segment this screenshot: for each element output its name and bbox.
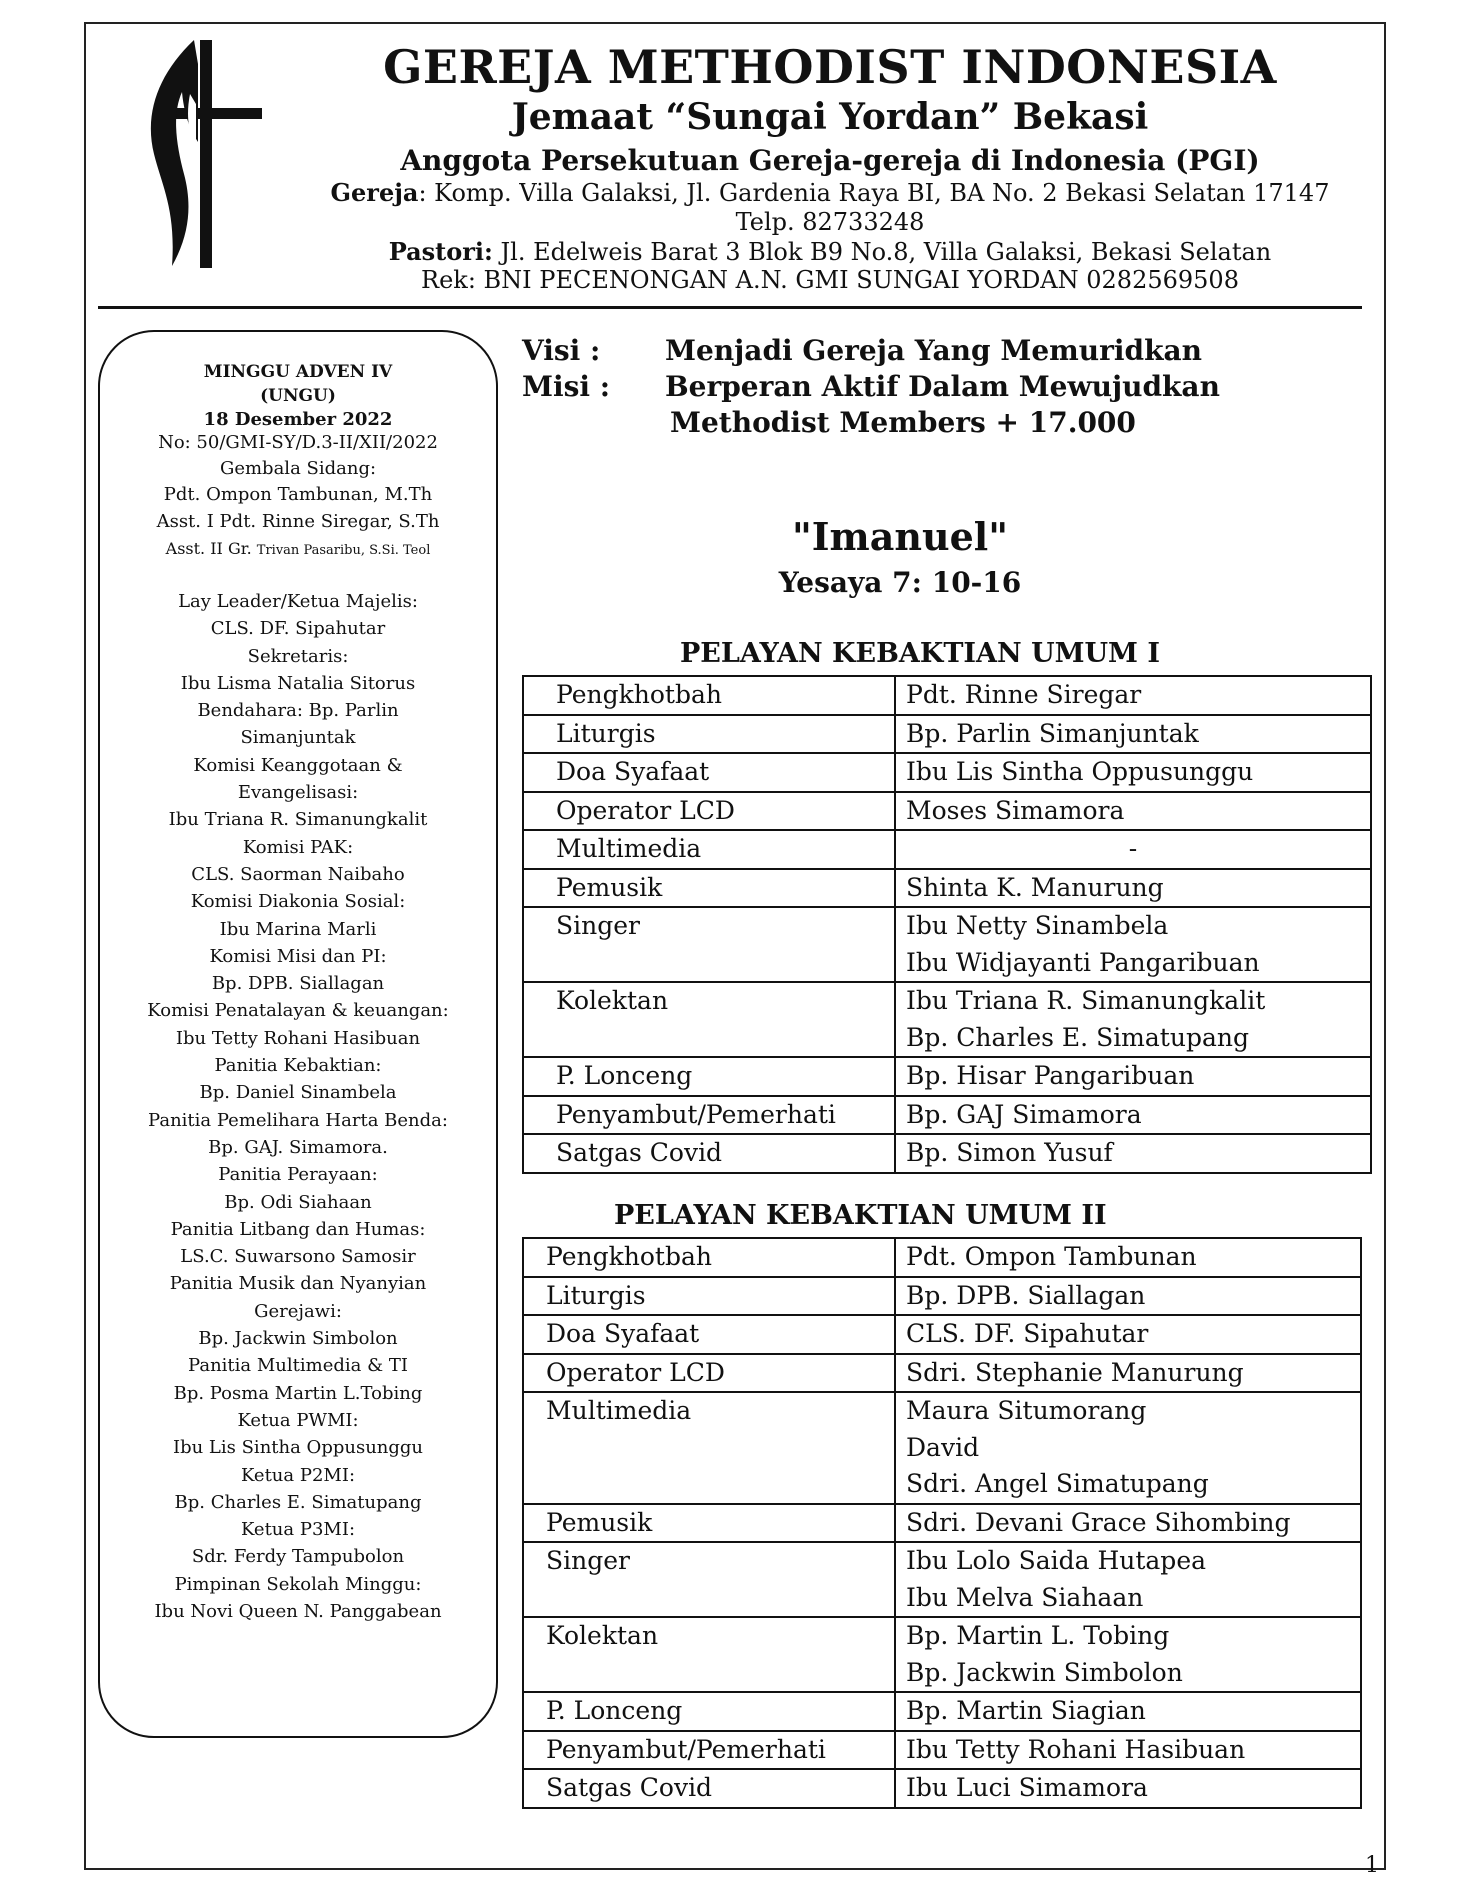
- church-label: Gereja: [330, 178, 419, 207]
- leadership-line: Bp. Jackwin Simbolon: [198, 1328, 398, 1350]
- role-cell: Pengkhotbah: [523, 1238, 895, 1277]
- service-2-title: PELAYAN KEBAKTIAN UMUM II: [614, 1200, 1107, 1231]
- leadership-line: Komisi Diakonia Sosial:: [190, 891, 406, 913]
- parsonage-address-text: Jl. Edelweis Barat 3 Blok B9 No.8, Villa Galaksi, Bekasi Selatan: [492, 238, 1272, 266]
- leadership-line: Sdr. Ferdy Tampubolon: [191, 1546, 405, 1568]
- table-row: [523, 1504, 1361, 1543]
- service-2-table: [522, 1237, 1362, 1809]
- servant-name: Maura Situmorang: [906, 1396, 1147, 1425]
- leadership-line: Bp. Posma Martin L.Tobing: [173, 1382, 423, 1404]
- servant-name: CLS. DF. Sipahutar: [906, 1319, 1149, 1348]
- leadership-line: Ketua P2MI:: [240, 1464, 356, 1486]
- header-divider: [98, 306, 1362, 309]
- servant-name: Pdt. Rinne Siregar: [906, 680, 1142, 709]
- leadership-line: Pimpinan Sekolah Minggu:: [174, 1573, 422, 1595]
- name-cell: [895, 1769, 1361, 1808]
- assistant-2-prefix: Asst. II Gr.: [165, 539, 257, 558]
- mission-text: Berperan Aktif Dalam Mewujudkan: [665, 370, 1220, 403]
- role-cell: Operator LCD: [523, 1354, 895, 1393]
- sermon-theme: "Imanuel": [791, 514, 1009, 559]
- pastor-label: Gembala Sidang:: [219, 458, 377, 479]
- servant-name: Ibu Tetty Rohani Hasibuan: [906, 1734, 1246, 1764]
- role-cell: Penyambut/Pemerhati: [523, 1731, 895, 1770]
- servant-name: Ibu Lolo Saida Hutapea: [906, 1546, 1207, 1575]
- role-cell: Liturgis: [523, 715, 895, 754]
- table-row: [523, 869, 1371, 908]
- cross-and-flame-logo: [132, 34, 270, 274]
- servant-name: Bp. Martin L. Tobing: [906, 1621, 1170, 1650]
- leadership-line: Komisi PAK:: [242, 836, 354, 858]
- leadership-list: [98, 588, 498, 1625]
- role-cell: Pengkhotbah: [523, 676, 895, 715]
- leadership-line: Panitia Pemelihara Harta Benda:: [148, 1109, 448, 1131]
- phone: Telp. 82733248: [735, 208, 925, 236]
- leadership-line: Bp. Odi Siahaan: [224, 1191, 372, 1213]
- role-cell: Pemusik: [523, 869, 895, 908]
- name-cell: [895, 1096, 1371, 1135]
- church-address: [290, 178, 1370, 207]
- table-row: [523, 1238, 1361, 1277]
- table-row: [523, 1542, 1361, 1617]
- servant-name: Pdt. Ompon Tambunan: [906, 1242, 1197, 1271]
- bulletin-number: No: 50/GMI-SY/D.3-II/XII/2022: [158, 432, 438, 453]
- table-row: [523, 1617, 1361, 1692]
- leadership-line: Panitia Kebaktian:: [214, 1055, 382, 1077]
- role-cell: Multimedia: [523, 830, 895, 869]
- table-row: [523, 1277, 1361, 1316]
- servant-name: Bp. GAJ Simamora: [906, 1099, 1142, 1129]
- service-1-title: PELAYAN KEBAKTIAN UMUM I: [680, 638, 1160, 669]
- mission-label: Misi :: [522, 370, 611, 403]
- leadership-line: Gerejawi:: [254, 1300, 342, 1322]
- assistant-2-name: Trivan Pasaribu, S.Si. Teol: [256, 543, 431, 558]
- name-cell: [895, 676, 1371, 715]
- servant-name: Sdri. Devani Grace Sihombing: [906, 1507, 1291, 1537]
- role-cell: Penyambut/Pemerhati: [523, 1096, 895, 1135]
- servant-name: Sdri. Angel Simatupang: [906, 1469, 1209, 1498]
- leadership-line: Ibu Tetty Rohani Hasibuan: [175, 1027, 421, 1049]
- membership-line: Anggota Persekutuan Gereja-gereja di Indonesia (PGI): [400, 144, 1260, 177]
- name-cell: [895, 1392, 1361, 1504]
- table-row: [523, 753, 1371, 792]
- table-row: [523, 982, 1371, 1057]
- leadership-line: Bp. DPB. Siallagan: [211, 973, 385, 995]
- leadership-line: Ketua P3MI:: [240, 1519, 356, 1541]
- leadership-line: Komisi Misi dan PI:: [209, 945, 387, 967]
- bulletin-date: 18 Desember 2022: [203, 409, 393, 430]
- role-cell: Singer: [523, 1542, 895, 1617]
- servant-name: Bp. Martin Siagian: [906, 1696, 1146, 1725]
- table-row: [523, 1692, 1361, 1731]
- leadership-line: Panitia Multimedia & TI: [188, 1355, 408, 1377]
- leadership-line: Sekretaris:: [247, 645, 349, 667]
- sunday-name: MINGGU ADVEN IV: [203, 362, 393, 382]
- name-cell: [895, 1134, 1371, 1173]
- liturgical-color: (UNGU): [260, 386, 336, 406]
- leadership-line: Lay Leader/Ketua Majelis:: [178, 591, 418, 612]
- table-row: [523, 715, 1371, 754]
- table-row: [523, 792, 1371, 831]
- leadership-line: Panitia Musik dan Nyanyian: [169, 1273, 427, 1295]
- role-cell: Operator LCD: [523, 792, 895, 831]
- name-cell: [895, 753, 1371, 792]
- leadership-line: Bendahara: Bp. Parlin: [197, 700, 399, 722]
- role-cell: P. Lonceng: [523, 1692, 895, 1731]
- role-cell: Pemusik: [523, 1504, 895, 1543]
- servant-name: Ibu Triana R. Simanungkalit: [906, 986, 1266, 1015]
- servant-name: Moses Simamora: [906, 795, 1125, 825]
- leadership-line: Panitia Perayaan:: [218, 1164, 378, 1186]
- leadership-line: Panitia Litbang dan Humas:: [170, 1218, 426, 1240]
- servant-name: Bp. Jackwin Simbolon: [906, 1657, 1183, 1687]
- servant-name: Ibu Netty Sinambela: [906, 911, 1169, 940]
- leadership-line: Ketua PWMI:: [237, 1409, 359, 1431]
- table-row: [523, 1134, 1371, 1173]
- leadership-line: Komisi Penatalayan & keuangan:: [147, 1000, 449, 1022]
- table-row: [523, 676, 1371, 715]
- church-address-text: : Komp. Villa Galaksi, Jl. Gardenia Raya BI, BA No. 2 Bekasi Selatan 17147: [418, 179, 1330, 207]
- leadership-line: CLS. DF. Sipahutar: [210, 618, 386, 640]
- leadership-line: Ibu Triana R. Simanungkalit: [168, 809, 428, 831]
- name-cell: [895, 1617, 1361, 1692]
- servant-name: Bp. Charles E. Simatupang: [906, 1022, 1249, 1052]
- leadership-line: Bp. GAJ. Simamora.: [208, 1136, 388, 1158]
- page-number: 1: [1365, 1853, 1379, 1878]
- leadership-line: Ibu Marina Marli: [219, 918, 377, 940]
- role-cell: Satgas Covid: [523, 1769, 895, 1808]
- name-cell: [895, 1354, 1361, 1393]
- mission-text-line2: Methodist Members + 17.000: [670, 406, 1136, 439]
- name-cell: [895, 715, 1371, 754]
- leadership-line: LS.C. Suwarsono Samosir: [180, 1246, 416, 1268]
- pastor-name: Pdt. Ompon Tambunan, M.Th: [163, 484, 433, 505]
- name-cell: [895, 869, 1371, 908]
- leadership-line: Ibu Lis Sintha Oppusunggu: [172, 1437, 424, 1459]
- role-cell: Doa Syafaat: [523, 753, 895, 792]
- bank-account: Rek: BNI PECENONGAN A.N. GMI SUNGAI YORDAN 0282569508: [421, 266, 1239, 294]
- table-row: [523, 1392, 1361, 1504]
- leadership-line: Evangelisasi:: [237, 782, 359, 804]
- role-cell: Multimedia: [523, 1392, 895, 1504]
- role-cell: Singer: [523, 907, 895, 982]
- name-cell: [895, 1238, 1361, 1277]
- servant-name: Ibu Melva Siahaan: [906, 1582, 1144, 1612]
- parsonage-address: [290, 237, 1370, 266]
- servant-name: Bp. DPB. Siallagan: [906, 1280, 1146, 1310]
- servant-name: Ibu Luci Simamora: [906, 1773, 1148, 1802]
- leadership-line: Simanjuntak: [240, 727, 356, 749]
- role-cell: P. Lonceng: [523, 1057, 895, 1096]
- table-row: [523, 1096, 1371, 1135]
- name-cell: [895, 907, 1371, 982]
- servant-name: Bp. Parlin Simanjuntak: [906, 718, 1199, 748]
- servant-name: Shinta K. Manurung: [906, 872, 1164, 902]
- leadership-line: Bp. Charles E. Simatupang: [174, 1491, 422, 1513]
- table-row: [523, 1769, 1361, 1808]
- servant-name: Bp. Hisar Pangaribuan: [906, 1061, 1195, 1090]
- vision-label: Visi :: [522, 334, 601, 367]
- servant-name: Ibu Widjayanti Pangaribuan: [906, 947, 1260, 977]
- name-cell: [895, 1542, 1361, 1617]
- servant-name: Bp. Simon Yusuf: [906, 1138, 1113, 1167]
- vision-text: Menjadi Gereja Yang Memuridkan: [665, 334, 1203, 367]
- name-cell: [895, 1504, 1361, 1543]
- church-title: GEREJA METHODIST INDONESIA: [383, 40, 1277, 94]
- table-row: [523, 830, 1371, 869]
- role-cell: Doa Syafaat: [523, 1315, 895, 1354]
- name-cell: [895, 1277, 1361, 1316]
- role-cell: Kolektan: [523, 1617, 895, 1692]
- assistant-pastor-2: [98, 539, 498, 558]
- leadership-line: Ibu Lisma Natalia Sitorus: [180, 672, 416, 694]
- role-cell: Kolektan: [523, 982, 895, 1057]
- leadership-line: Ibu Novi Queen N. Panggabean: [154, 1600, 442, 1622]
- name-cell: [895, 1315, 1361, 1354]
- servant-name: -: [1128, 834, 1138, 863]
- table-row: [523, 907, 1371, 982]
- congregation-name: Jemaat “Sungai Yordan” Bekasi: [511, 96, 1149, 138]
- leadership-line: Komisi Keanggotaan &: [193, 754, 403, 776]
- scripture-reference: Yesaya 7: 10-16: [778, 566, 1022, 599]
- name-cell: [895, 982, 1371, 1057]
- name-cell: [895, 1057, 1371, 1096]
- role-cell: Satgas Covid: [523, 1134, 895, 1173]
- name-cell: [895, 1692, 1361, 1731]
- table-row: [523, 1057, 1371, 1096]
- servant-name: David: [906, 1432, 980, 1462]
- servant-name: Sdri. Stephanie Manurung: [906, 1357, 1244, 1387]
- leadership-line: Bp. Daniel Sinambela: [199, 1082, 397, 1104]
- table-row: [523, 1315, 1361, 1354]
- table-row: [523, 1731, 1361, 1770]
- leadership-line: CLS. Saorman Naibaho: [191, 863, 405, 885]
- name-cell: [895, 1731, 1361, 1770]
- parsonage-label: Pastori:: [388, 237, 493, 266]
- name-cell: [895, 830, 1371, 869]
- table-row: [523, 1354, 1361, 1393]
- service-1-table: [522, 675, 1372, 1174]
- assistant-pastor-1: Asst. I Pdt. Rinne Siregar, S.Th: [156, 511, 440, 532]
- servant-name: Ibu Lis Sintha Oppusunggu: [906, 757, 1254, 786]
- name-cell: [895, 792, 1371, 831]
- role-cell: Liturgis: [523, 1277, 895, 1316]
